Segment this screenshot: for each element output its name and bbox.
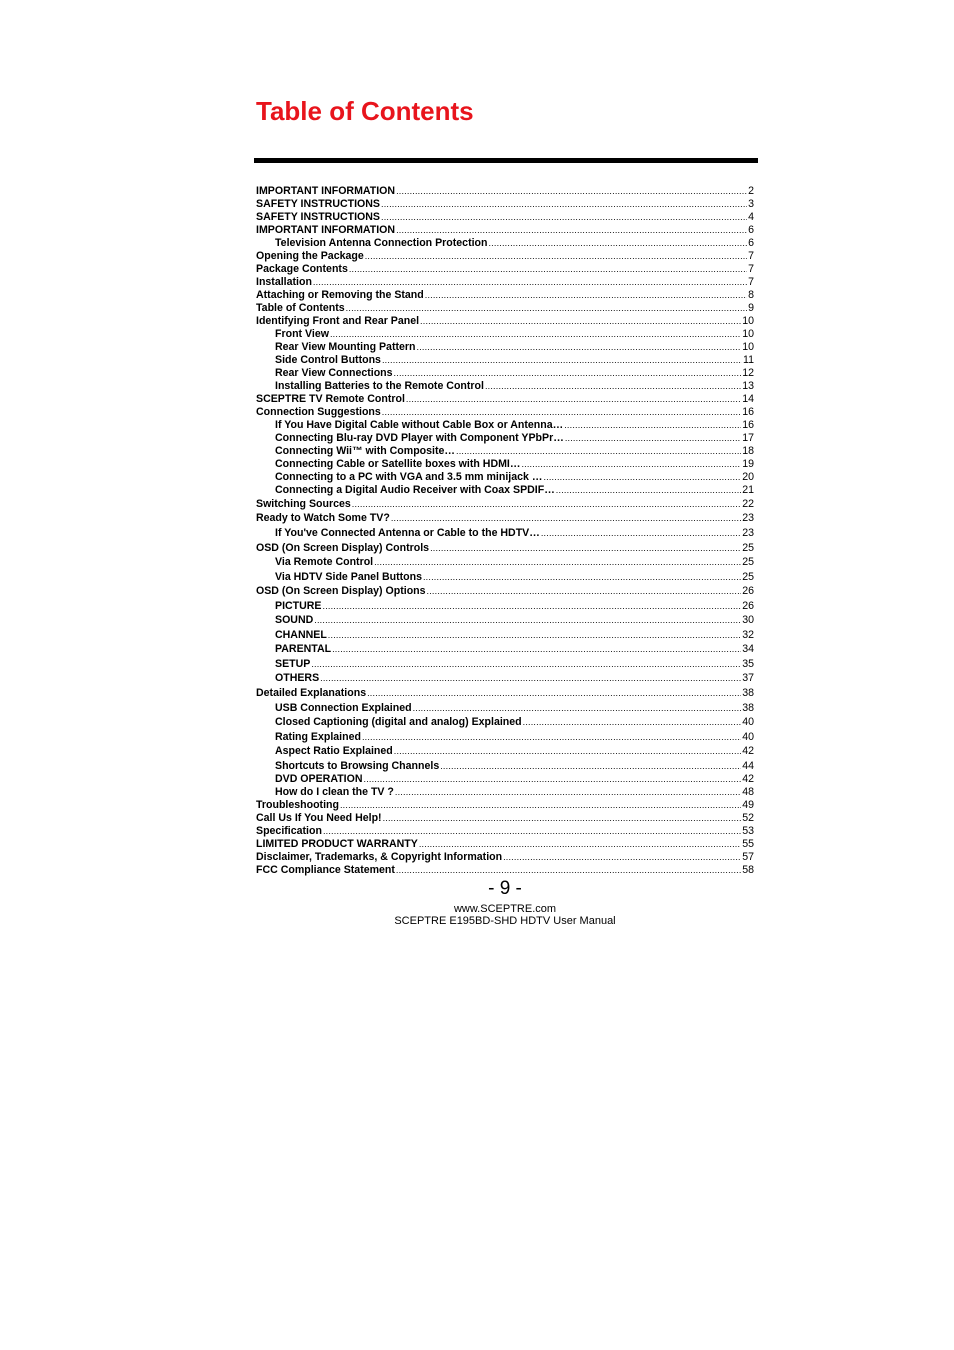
toc-entry-page: 20 — [742, 471, 754, 483]
toc-entry-label: Front View — [275, 328, 329, 340]
toc-leader-dots — [556, 484, 741, 497]
toc-entry — [256, 185, 754, 198]
toc-entry — [256, 471, 754, 484]
toc-entry — [256, 838, 754, 851]
toc-leader-dots — [423, 570, 741, 584]
toc-entry-page: 16 — [742, 406, 754, 418]
toc-entry — [256, 812, 754, 825]
toc-entry — [256, 198, 754, 211]
footer-manual-title: SCEPTRE E195BD-SHD HDTV User Manual — [394, 915, 616, 927]
toc-leader-dots — [382, 406, 741, 419]
toc-entry — [256, 864, 754, 877]
toc-leader-dots — [420, 315, 741, 328]
toc-entry-page: 35 — [742, 658, 754, 670]
toc-entry-page: 25 — [742, 542, 754, 554]
toc-entry-label: SAFETY INSTRUCTIONS — [256, 198, 380, 210]
toc-entry-label: DVD OPERATION — [275, 773, 363, 785]
toc-entry — [256, 315, 754, 328]
toc-entry-page: 2 — [748, 185, 754, 197]
toc-entry-label: How do I clean the TV ? — [275, 786, 394, 798]
toc-entry-label: IMPORTANT INFORMATION — [256, 185, 396, 197]
toc-leader-dots — [382, 354, 742, 367]
page-number: - 9 - — [488, 878, 522, 899]
toc-entry — [256, 497, 754, 511]
toc-leader-dots — [349, 263, 747, 276]
toc-entry-page: 14 — [742, 393, 754, 405]
toc-entry-label: Rear View Mounting Pattern — [275, 341, 416, 353]
toc-entry-page: 49 — [742, 799, 754, 811]
toc-entry-label: OSD (On Screen Display) Controls — [256, 542, 430, 554]
toc-entry-page: 42 — [742, 773, 754, 785]
toc-entry — [256, 786, 754, 799]
toc-entry — [256, 686, 754, 701]
toc-entry-label: CHANNEL — [275, 629, 327, 641]
toc-leader-dots — [394, 367, 742, 380]
toc-entry-page: 48 — [742, 786, 754, 798]
toc-entry — [256, 628, 754, 642]
toc-leader-dots — [488, 237, 747, 250]
toc-entry-label: Via Remote Control — [275, 556, 374, 568]
toc-entry — [256, 354, 754, 367]
toc-leader-dots — [340, 799, 741, 812]
toc-leader-dots — [430, 541, 741, 555]
toc-entry — [256, 730, 754, 744]
toc-entry-page: 25 — [742, 571, 754, 583]
toc-entry-page: 52 — [742, 812, 754, 824]
toc-entry-label: Connecting Cable or Satellite boxes with HDMI… — [275, 458, 521, 470]
toc-entry — [256, 263, 754, 276]
toc-entry-label: LIMITED PRODUCT WARRANTY — [256, 838, 418, 850]
toc-entry-page: 34 — [742, 643, 754, 655]
toc-entry-page: 13 — [742, 380, 754, 392]
toc-entry-page: 18 — [742, 445, 754, 457]
toc-leader-dots — [381, 198, 747, 211]
toc-entry-label: SOUND — [275, 614, 314, 626]
toc-leader-dots — [313, 276, 747, 289]
toc-leader-dots — [456, 445, 741, 458]
toc-entry-page: 3 — [748, 198, 754, 210]
toc-entry — [256, 570, 754, 584]
toc-entry-label: If You Have Digital Cable without Cable Box or Antenna… — [275, 419, 564, 431]
toc-entry-page: 17 — [742, 432, 754, 444]
toc-entry-label: Shortcuts to Browsing Channels — [275, 760, 440, 772]
toc-entry-label: Connecting a Digital Audio Receiver with Coax SPDIF… — [275, 484, 555, 496]
toc-entry-page: 40 — [742, 731, 754, 743]
toc-entry-page: 16 — [742, 419, 754, 431]
toc-entry-page: 38 — [742, 702, 754, 714]
toc-entry-label: Specification — [256, 825, 322, 837]
toc-leader-dots — [565, 432, 741, 445]
toc-entry — [256, 759, 754, 773]
toc-entry-label: PARENTAL — [275, 643, 332, 655]
toc-entry-page: 23 — [742, 527, 754, 539]
toc-entry-page: 8 — [748, 289, 754, 301]
toc-entry-label: If You've Connected Antenna or Cable to the HDTV… — [275, 527, 540, 539]
toc-leader-dots — [362, 730, 741, 744]
toc-entry-label: Connection Suggestions — [256, 406, 381, 418]
toc-leader-dots — [485, 380, 741, 393]
toc-leader-dots — [332, 642, 741, 657]
toc-entry-label: Call Us If You Need Help! — [256, 812, 382, 824]
toc-entry-page: 7 — [748, 250, 754, 262]
toc-entry — [256, 799, 754, 812]
toc-entry-page: 53 — [742, 825, 754, 837]
toc-entry-label: Attaching or Removing the Stand — [256, 289, 424, 301]
toc-entry-label: Via HDTV Side Panel Buttons — [275, 571, 422, 583]
toc-entry — [256, 393, 754, 406]
toc-entry-label: Closed Captioning (digital and analog) Explained — [275, 716, 522, 728]
toc-leader-dots — [367, 686, 741, 701]
toc-entry — [256, 744, 754, 759]
toc-entry — [256, 458, 754, 471]
toc-entry-page: 38 — [742, 687, 754, 699]
table-of-contents — [256, 185, 754, 877]
toc-entry-label: Detailed Explanations — [256, 687, 367, 699]
toc-entry — [256, 526, 754, 541]
toc-entry-page: 26 — [742, 585, 754, 597]
toc-entry-page: 7 — [748, 276, 754, 288]
toc-entry — [256, 341, 754, 354]
toc-leader-dots — [419, 838, 741, 851]
toc-entry-label: USB Connection Explained — [275, 702, 412, 714]
toc-entry — [256, 211, 754, 224]
toc-entry — [256, 773, 754, 786]
toc-entry — [256, 584, 754, 599]
toc-leader-dots — [381, 211, 747, 224]
toc-leader-dots — [352, 497, 741, 511]
toc-leader-dots — [346, 302, 747, 315]
toc-leader-dots — [425, 289, 747, 302]
toc-leader-dots — [330, 328, 741, 341]
toc-entry-page: 10 — [742, 328, 754, 340]
toc-entry — [256, 511, 754, 526]
toc-entry-page: 23 — [742, 512, 754, 524]
toc-leader-dots — [417, 341, 742, 354]
toc-leader-dots — [395, 786, 741, 799]
toc-entry-label: Troubleshooting — [256, 799, 339, 811]
toc-entry-label: Rear View Connections — [275, 367, 393, 379]
toc-leader-dots — [383, 812, 742, 825]
toc-leader-dots — [391, 511, 741, 526]
toc-leader-dots — [396, 864, 741, 877]
toc-leader-dots — [365, 250, 747, 263]
toc-entry — [256, 715, 754, 730]
toc-leader-dots — [543, 471, 741, 484]
toc-entry-label: FCC Compliance Statement — [256, 864, 395, 876]
toc-entry-page: 21 — [742, 484, 754, 496]
toc-entry — [256, 406, 754, 419]
toc-entry-label: PICTURE — [275, 600, 322, 612]
toc-entry-page: 25 — [742, 556, 754, 568]
toc-entry-page: 6 — [748, 237, 754, 249]
toc-entry — [256, 237, 754, 250]
toc-entry — [256, 599, 754, 613]
toc-entry — [256, 380, 754, 393]
toc-entry-page: 44 — [742, 760, 754, 772]
toc-leader-dots — [523, 715, 742, 730]
page-title: Table of Contents — [256, 96, 474, 126]
toc-entry-label: Connecting Blu-ray DVD Player with Component YPbPr… — [275, 432, 564, 444]
toc-entry-page: 22 — [742, 498, 754, 510]
toc-entry — [256, 484, 754, 497]
toc-entry-label: Rating Explained — [275, 731, 361, 743]
toc-entry-page: 42 — [742, 745, 754, 757]
toc-entry — [256, 701, 754, 715]
toc-entry-page: 4 — [748, 211, 754, 223]
toc-leader-dots — [413, 701, 742, 715]
toc-entry — [256, 613, 754, 628]
toc-entry-label: Opening the Package — [256, 250, 364, 262]
toc-entry-page: 55 — [742, 838, 754, 850]
toc-leader-dots — [374, 555, 741, 570]
toc-entry-label: SETUP — [275, 658, 311, 670]
toc-leader-dots — [311, 657, 741, 671]
toc-entry-label: Connecting Wii™ with Composite… — [275, 445, 455, 457]
toc-leader-dots — [323, 825, 741, 838]
toc-leader-dots — [541, 526, 741, 541]
toc-entry-page: 32 — [742, 629, 754, 641]
toc-entry-page: 26 — [742, 600, 754, 612]
toc-entry-label: Disclaimer, Trademarks, & Copyright Information — [256, 851, 503, 863]
toc-entry-label: Switching Sources — [256, 498, 351, 510]
toc-entry-label: Television Antenna Connection Protection — [275, 237, 488, 249]
toc-entry-page: 12 — [742, 367, 754, 379]
toc-entry-page: 9 — [748, 302, 754, 314]
toc-leader-dots — [440, 759, 741, 773]
toc-entry-label: Installing Batteries to the Remote Control — [275, 380, 484, 392]
toc-leader-dots — [323, 599, 742, 613]
title-divider — [254, 158, 758, 163]
toc-entry — [256, 432, 754, 445]
toc-entry-label: Connecting to a PC with VGA and 3.5 mm minijack … — [275, 471, 543, 483]
toc-entry-page: 7 — [748, 263, 754, 275]
toc-entry — [256, 276, 754, 289]
toc-entry — [256, 224, 754, 237]
toc-leader-dots — [396, 185, 747, 198]
toc-entry-page: 10 — [742, 315, 754, 327]
toc-entry-page: 40 — [742, 716, 754, 728]
toc-entry-label: OTHERS — [275, 672, 320, 684]
toc-entry — [256, 289, 754, 302]
toc-entry — [256, 250, 754, 263]
footer-website: www.SCEPTRE.com — [453, 903, 557, 915]
toc-entry-label: IMPORTANT INFORMATION — [256, 224, 396, 236]
toc-entry — [256, 657, 754, 671]
toc-entry — [256, 367, 754, 380]
toc-entry-page: 11 — [743, 354, 754, 366]
toc-leader-dots — [521, 458, 741, 471]
toc-entry-label: OSD (On Screen Display) Options — [256, 585, 426, 597]
toc-leader-dots — [564, 419, 741, 432]
toc-entry — [256, 445, 754, 458]
toc-entry-label: Installation — [256, 276, 312, 288]
toc-entry-label: SAFETY INSTRUCTIONS — [256, 211, 380, 223]
toc-entry-label: Ready to Watch Some TV? — [256, 512, 390, 524]
toc-entry — [256, 825, 754, 838]
toc-leader-dots — [364, 773, 742, 786]
toc-entry — [256, 642, 754, 657]
toc-leader-dots — [427, 584, 742, 599]
toc-entry-label: Package Contents — [256, 263, 348, 275]
toc-entry — [256, 328, 754, 341]
toc-entry — [256, 419, 754, 432]
toc-leader-dots — [314, 613, 741, 628]
toc-leader-dots — [406, 393, 741, 406]
toc-entry-label: Identifying Front and Rear Panel — [256, 315, 420, 327]
toc-entry-label: Table of Contents — [256, 302, 345, 314]
toc-entry-label: Side Control Buttons — [275, 354, 381, 366]
toc-leader-dots — [328, 628, 741, 642]
toc-entry-page: 6 — [748, 224, 754, 236]
toc-entry — [256, 851, 754, 864]
toc-entry-label: SCEPTRE TV Remote Control — [256, 393, 405, 405]
toc-leader-dots — [503, 851, 741, 864]
toc-entry-page: 57 — [742, 851, 754, 863]
toc-entry-page: 37 — [742, 672, 754, 684]
toc-entry-page: 19 — [742, 458, 754, 470]
toc-entry — [256, 302, 754, 315]
toc-entry — [256, 555, 754, 570]
toc-leader-dots — [396, 224, 747, 237]
toc-entry-page: 58 — [742, 864, 754, 876]
toc-entry-label: Aspect Ratio Explained — [275, 745, 393, 757]
toc-leader-dots — [320, 671, 741, 686]
toc-entry-page: 30 — [742, 614, 754, 626]
toc-entry — [256, 671, 754, 686]
toc-leader-dots — [394, 744, 741, 759]
toc-entry — [256, 541, 754, 555]
toc-entry-page: 10 — [742, 341, 754, 353]
